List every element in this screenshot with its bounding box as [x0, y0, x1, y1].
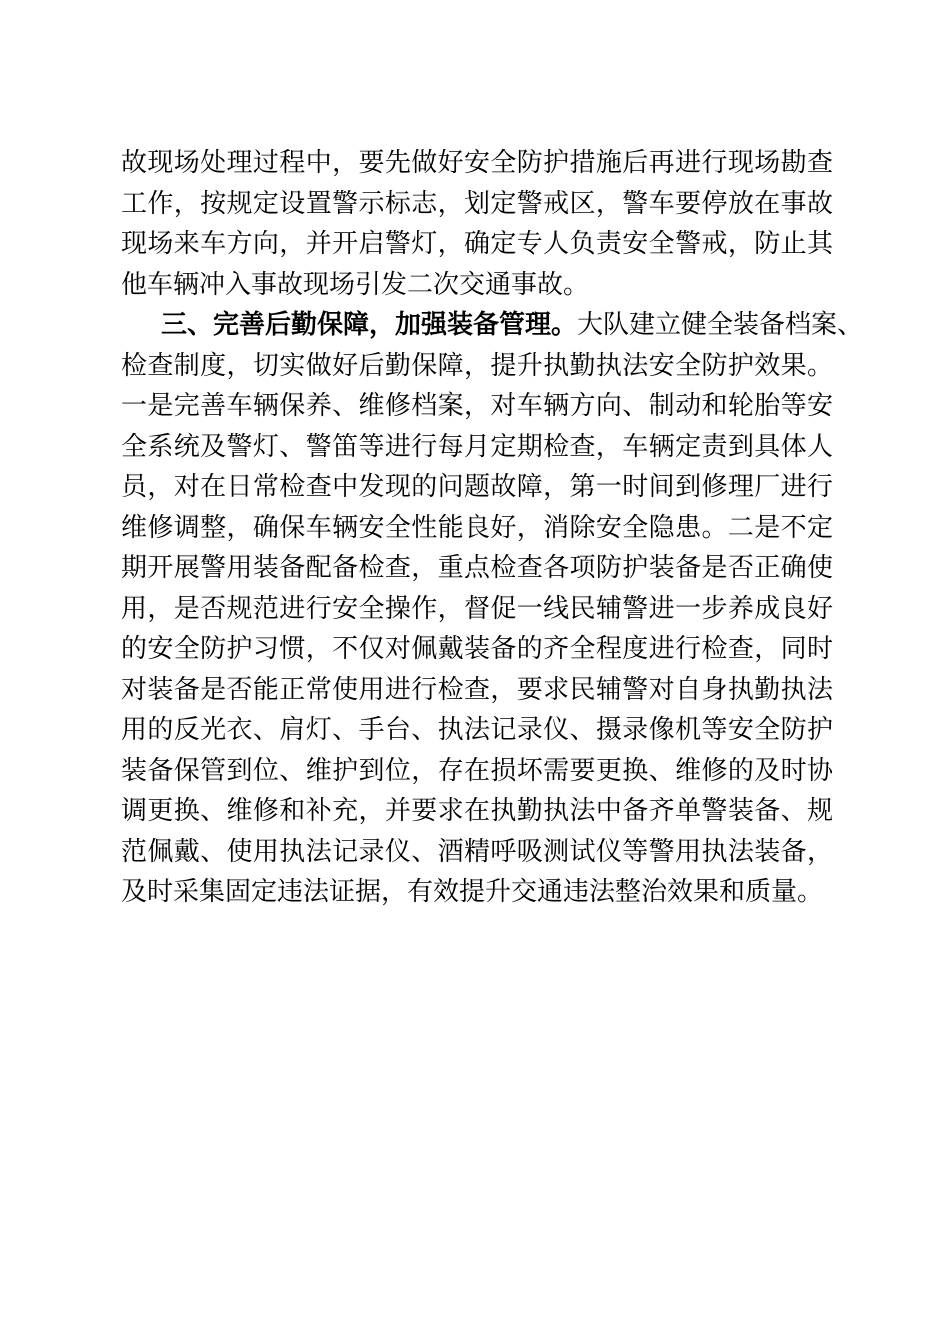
document-body: [121, 143, 864, 913]
text-line: 现场来车方向，并开启警灯，确定专人负责安全警戒，防止其: [121, 229, 833, 259]
text-line: 员，对在日常检查中发现的问题故障，第一时间到修理厂进行: [121, 472, 833, 502]
text-line: 检查制度，切实做好后勤保障，提升执勤执法安全防护效果。: [121, 350, 833, 381]
text-line: 调更换、维修和补充，并要求在执勤执法中备齐单警装备、规: [121, 796, 833, 826]
paragraph-continuation: [121, 143, 833, 305]
text-line: 范佩戴、使用执法记录仪、酒精呼吸测试仪等警用执法装备，: [121, 836, 833, 867]
text-line: 故现场处理过程中，要先做好安全防护措施后再进行现场勘查: [121, 148, 833, 178]
text-line: 的安全防护习惯，不仅对佩戴装备的齐全程度进行检查，同时: [121, 634, 833, 664]
text-line: 工作，按规定设置警示标志，划定警戒区，警车要停放在事故: [121, 188, 833, 219]
heading-line-rest: 大队建立健全装备档案、: [577, 310, 864, 340]
text-line: 维修调整，确保车辆安全性能良好，消除安全隐患。二是不定: [121, 512, 833, 543]
text-line: 他车辆冲入事故现场引发二次交通事故。: [121, 269, 590, 300]
text-line: 期开展警用装备配备检查，重点检查各项防护装备是否正确使: [121, 553, 833, 583]
text-line: [121, 305, 864, 346]
text-line: 及时采集固定违法证据，有效提升交通违法整治效果和质量。: [121, 877, 824, 907]
text-line: 全系统及警灯、警笛等进行每月定期检查，车辆定责到具体人: [121, 431, 833, 462]
text-line: 对装备是否能正常使用进行检查，要求民辅警对自身执勤执法: [121, 674, 833, 705]
text-line: 用，是否规范进行安全操作，督促一线民辅警进一步养成良好: [121, 593, 833, 624]
section-heading: 三、完善后勤保障，加强装备管理。: [161, 310, 578, 340]
paragraph-section-three: [121, 305, 864, 913]
text-line: 装备保管到位、维护到位，存在损坏需要更换、维修的及时协: [121, 755, 833, 786]
text-line: 用的反光衣、肩灯、手台、执法记录仪、摄录像机等安全防护: [121, 715, 833, 745]
text-line: 一是完善车辆保养、维修档案，对车辆方向、制动和轮胎等安: [121, 391, 833, 421]
